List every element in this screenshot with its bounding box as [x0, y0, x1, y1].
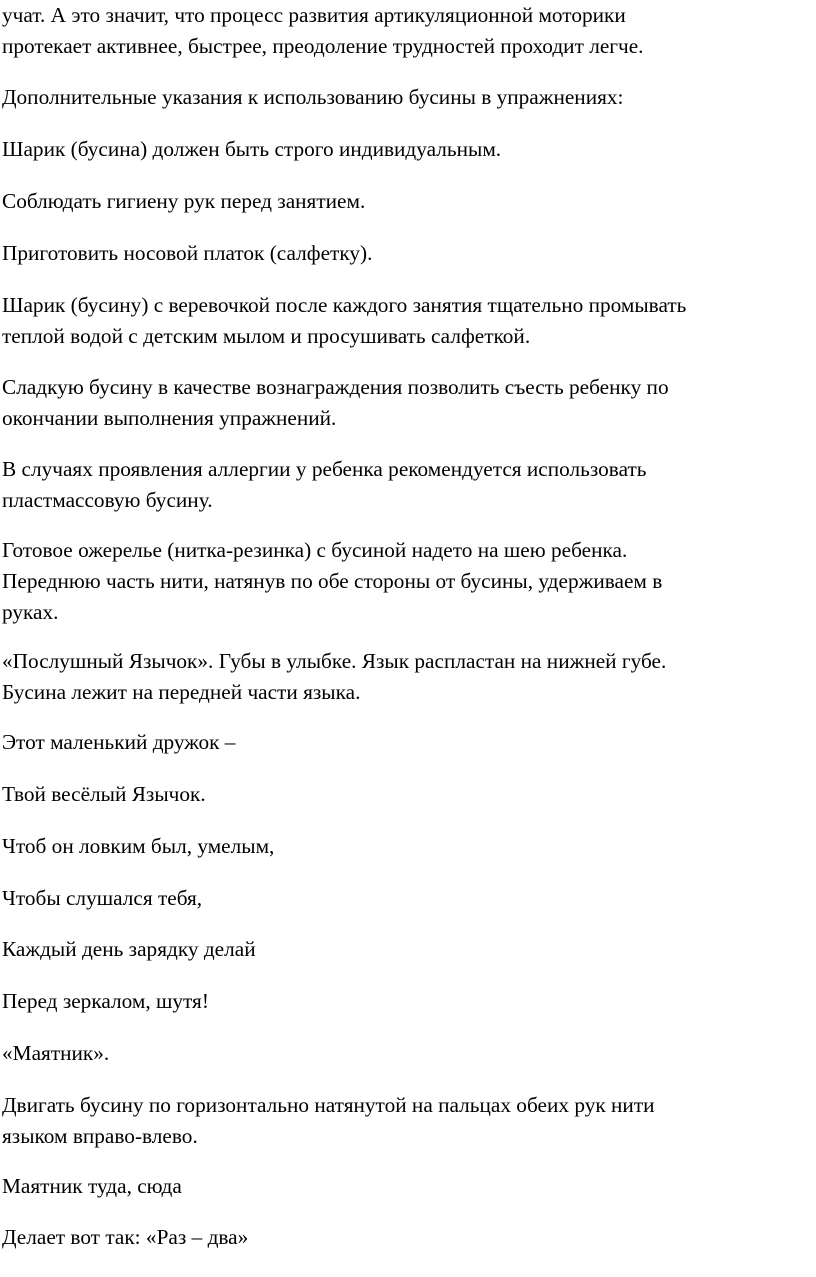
- paragraph: [2, 290, 812, 352]
- paragraph: [2, 82, 812, 113]
- poem-line: [2, 883, 812, 914]
- exercise-title: [2, 1038, 812, 1069]
- paragraph: [2, 372, 812, 434]
- text-line: Приготовить носовой платок (салфетку).: [2, 241, 373, 265]
- text-line: В случаях проявления аллергии у ребенка рекомендуется использовать: [2, 457, 647, 481]
- text-line: Чтоб он ловким был, умелым,: [2, 834, 275, 858]
- paragraph: [2, 0, 812, 62]
- text-line: Маятник туда, сюда: [2, 1174, 182, 1198]
- text-line: «Маятник».: [2, 1041, 110, 1065]
- text-line: Сладкую бусину в качестве вознаграждения позволить съесть ребенку по: [2, 375, 669, 399]
- text-line: учат. А это значит, что процесс развития артикуляционной моторики: [2, 3, 626, 27]
- text-line: Соблюдать гигиену рук перед занятием.: [2, 189, 366, 213]
- paragraph: [2, 1090, 812, 1152]
- text-line: языком вправо-влево.: [2, 1124, 198, 1148]
- poem-line: [2, 779, 812, 810]
- text-line: Твой весёлый Язычок.: [2, 782, 206, 806]
- poem-line: [2, 986, 812, 1017]
- text-line: Готовое ожерелье (нитка-резинка) с бусиной надето на шею ребенка.: [2, 538, 628, 562]
- paragraph: [2, 454, 812, 516]
- text-line: Делает вот так: «Раз – два»: [2, 1225, 249, 1249]
- text-line: Этот маленький дружок –: [2, 730, 236, 754]
- poem-line: [2, 727, 812, 758]
- text-line: Шарик (бусина) должен быть строго индивидуальным.: [2, 137, 502, 161]
- text-line: Переднюю часть нити, натянув по обе стороны от бусины, удерживаем в: [2, 569, 663, 593]
- text-line: руках.: [2, 600, 59, 624]
- paragraph: [2, 134, 812, 165]
- poem-line: [2, 831, 812, 862]
- paragraph: [2, 535, 812, 628]
- poem-line: [2, 1222, 812, 1253]
- paragraph: [2, 646, 812, 708]
- poem-line: [2, 1171, 812, 1202]
- text-line: Двигать бусину по горизонтально натянутой на пальцах обеих рук нити: [2, 1093, 655, 1117]
- text-line: Чтобы слушался тебя,: [2, 886, 203, 910]
- paragraph: [2, 186, 812, 217]
- text-line: Дополнительные указания к использованию бусины в упражнениях:: [2, 85, 624, 109]
- text-line: Шарик (бусину) с веревочкой после каждого занятия тщательно промывать: [2, 293, 687, 317]
- paragraph: [2, 238, 812, 269]
- text-line: теплой водой с детским мылом и просушивать салфеткой.: [2, 324, 531, 348]
- text-line: «Послушный Язычок». Губы в улыбке. Язык распластан на нижней губе.: [2, 649, 667, 673]
- text-line: Каждый день зарядку делай: [2, 937, 256, 961]
- text-line: Бусина лежит на передней части языка.: [2, 680, 361, 704]
- text-line: пластмассовую бусину.: [2, 488, 213, 512]
- poem-line: [2, 934, 812, 965]
- text-line: окончании выполнения упражнений.: [2, 406, 337, 430]
- text-line: протекает активнее, быстрее, преодоление трудностей проходит легче.: [2, 34, 644, 58]
- text-line: Перед зеркалом, шутя!: [2, 989, 209, 1013]
